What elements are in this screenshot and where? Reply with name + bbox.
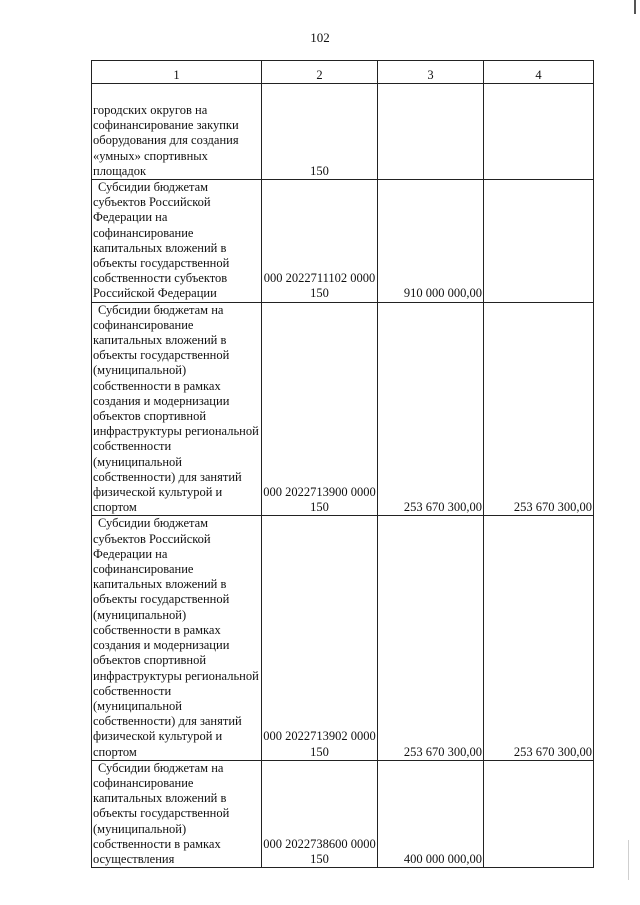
table-row bbox=[92, 516, 594, 760]
row-amount-3: 253 670 300,00 bbox=[378, 516, 484, 760]
description-text: Субсидии бюджетам на софинансирование капитальных вложений в объекты государственной (муниципальной) собственности в рамках осуществления bbox=[93, 760, 230, 866]
description-text: Субсидии бюджетам субъектов Российской Федерации на софинансирование капитальных вложений в объекты государственной (муниципальной) собственности в рамках создания и модернизации объектов спортивной инфраструктуры региональной собственности (муниципальной собственности) для занятий физической культурой и спортом bbox=[93, 516, 259, 759]
table-row bbox=[92, 302, 594, 516]
row-amount-3: 253 670 300,00 bbox=[378, 302, 484, 516]
row-description bbox=[92, 84, 262, 180]
table-row bbox=[92, 84, 594, 180]
scan-edge-mark bbox=[628, 840, 629, 880]
column-header-2: 2 bbox=[262, 61, 378, 84]
row-description bbox=[92, 302, 262, 516]
row-code: 000 2022713902 0000 150 bbox=[262, 516, 378, 760]
description-text: Субсидии бюджетам субъектов Российской Федерации на софинансирование капитальных вложений в объекты государственной собственности субъектов Российской Федерации bbox=[93, 180, 230, 301]
row-description bbox=[92, 516, 262, 760]
row-description bbox=[92, 180, 262, 303]
row-amount-3: 910 000 000,00 bbox=[378, 180, 484, 303]
column-header-4: 4 bbox=[484, 61, 594, 84]
row-amount-4 bbox=[484, 84, 594, 180]
page-number: 102 bbox=[310, 30, 330, 45]
table-row bbox=[92, 180, 594, 303]
column-header-3: 3 bbox=[378, 61, 484, 84]
table-header-row bbox=[92, 61, 594, 84]
row-code: 000 2022711102 0000 150 bbox=[262, 180, 378, 303]
table-row bbox=[92, 760, 594, 867]
row-code: 000 2022738600 0000 150 bbox=[262, 760, 378, 867]
description-text: городских округов на софинансирование закупки оборудования для создания «умных» спортивных площадок bbox=[93, 102, 239, 178]
row-amount-4 bbox=[484, 180, 594, 303]
row-amount-4: 253 670 300,00 bbox=[484, 302, 594, 516]
row-code: 150 bbox=[262, 84, 378, 180]
description-text: Субсидии бюджетам на софинансирование капитальных вложений в объекты государственной (муниципальной) собственности в рамках создания и модернизации объектов спортивной инфраструктуры региональной собственности (муниципальной собственности) для занятий физической культурой и спортом bbox=[93, 302, 259, 515]
row-amount-4: 253 670 300,00 bbox=[484, 516, 594, 760]
budget-table bbox=[91, 60, 594, 868]
scan-edge-mark bbox=[634, 0, 636, 14]
row-code: 000 2022713900 0000 150 bbox=[262, 302, 378, 516]
row-description bbox=[92, 760, 262, 867]
row-amount-4 bbox=[484, 760, 594, 867]
row-amount-3 bbox=[378, 84, 484, 180]
column-header-1: 1 bbox=[92, 61, 262, 84]
row-amount-3: 400 000 000,00 bbox=[378, 760, 484, 867]
